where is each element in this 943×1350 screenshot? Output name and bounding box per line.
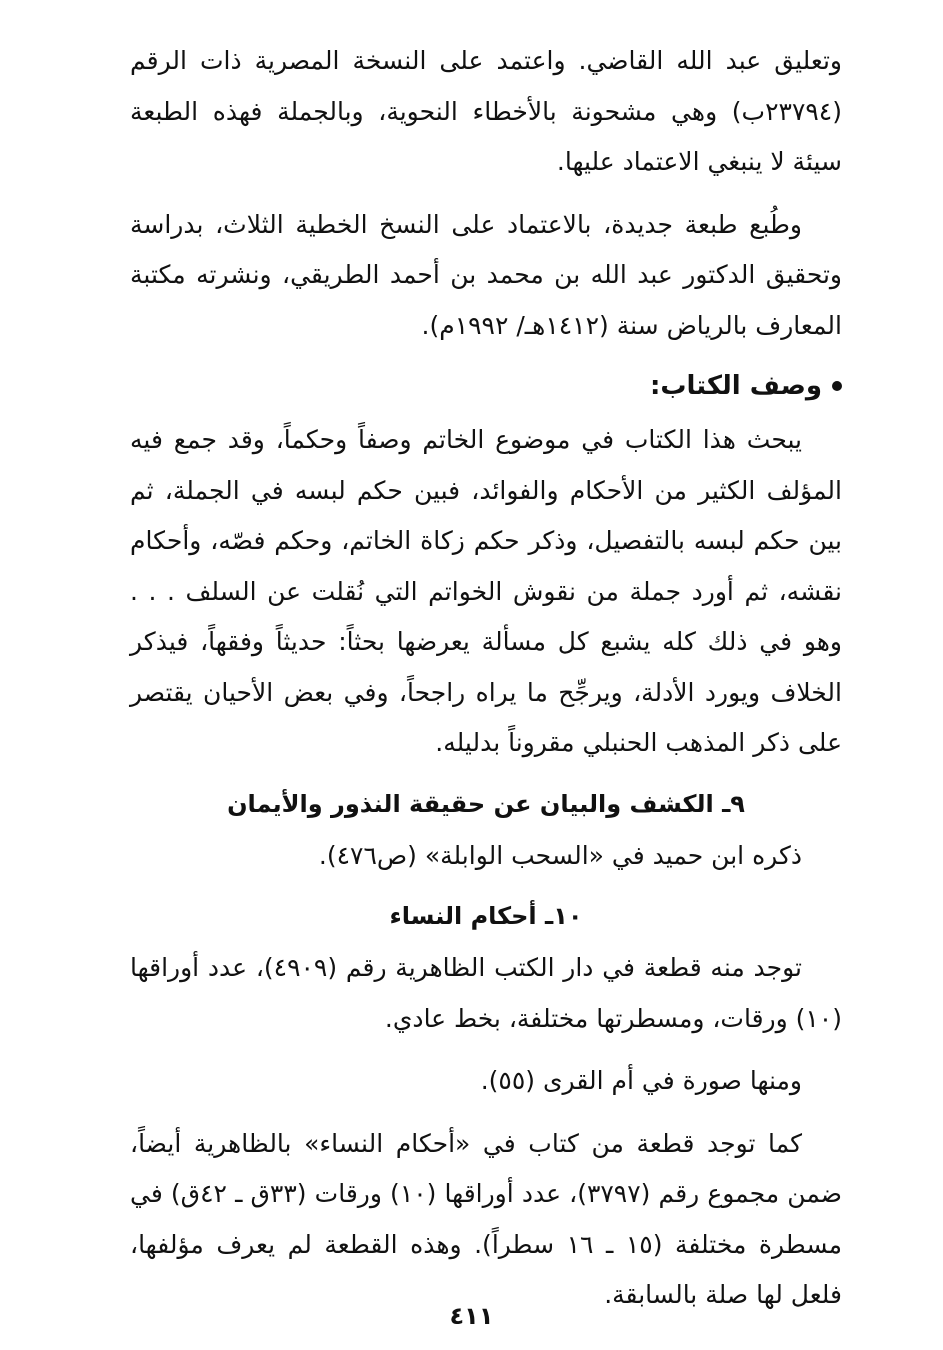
section-heading-text: وصف الكتاب: xyxy=(650,371,822,401)
entry-10-heading: ١٠ـ أحكام النساء xyxy=(389,902,583,930)
bullet-icon xyxy=(832,381,842,391)
entry-10-paragraph: توجد منه قطعة في دار الكتب الظاهرية رقم (٤٩٠٩)، عدد أوراقها (١٠) ورقات، ومسطرتها مختلفة، بخط عادي. xyxy=(130,953,842,1033)
entry-10-paragraph: كما توجد قطعة من كتاب في «أحكام النساء» بالظاهرية أيضاً، ضمن مجموع رقم (٣٧٩٧)، عدد أوراقها (١٠) ورقات (٣٣ق ـ ٤٢ق) في مسطرة مختلفة (١٥ ـ ١٦ سطراً). وهذه القطعة لم يعرف مؤلفها، فلعل لها صلة بالسابقة. xyxy=(130,1128,843,1309)
paragraph-book-description: يبحث هذا الكتاب في موضوع الخاتم وصفاً وحكماً، وقد جمع فيه المؤلف الكثير من الأحكام والفوائد، فبين حكم لبسه في الجملة، ثم بين حكم لبسه بالتفصيل، وذكر حكم زكاة الخاتم، وحكم فصّه، وأحكام نقشه، ثم أورد جملة من نقوش الخواتم التي نُقلت عن السلف . . . وهو في ذلك كله يشبع كل مسألة يعرضها بحثاً: حديثاً وفقهاً، فيذكر الخلاف ويورد الأدلة، ويرجِّح ما يراه راجحاً، وفي بعض الأحيان يقتصر على ذكر المذهب الحنبلي مقروناً بدليله. xyxy=(130,425,842,757)
paragraph-new-edition: وطُبع طبعة جديدة، بالاعتماد على النسخ الخطية الثلاث، بدراسة وتحقيق الدكتور عبد الله بن محمد بن أحمد الطريقي، ونشرته مكتبة المعارف بالرياض سنة (١٤١٢هـ/ ١٩٩٢م). xyxy=(130,209,842,340)
entry-9-heading: ٩ـ الكشف والبيان عن حقيقة النذور والأيمان xyxy=(227,789,745,818)
page-number: ٤١١ xyxy=(449,1302,494,1330)
entry-10-paragraph: ومنها صورة في أم القرى (٥٥). xyxy=(480,1066,802,1095)
entry-9-text: ذكره ابن حميد في «السحب الوابلة» (ص٤٧٦). xyxy=(318,840,802,870)
paragraph-edition-critique: وتعليق عبد الله القاضي. واعتمد على النسخة المصرية ذات الرقم (٢٣٧٩٤ب) وهي مشحونة بالأخطاء النحوية، وبالجملة فهذه الطبعة سيئة لا ينبغي الاعتماد عليها. xyxy=(130,46,842,176)
section-heading-book-description xyxy=(130,363,842,409)
page-body xyxy=(130,36,842,1333)
